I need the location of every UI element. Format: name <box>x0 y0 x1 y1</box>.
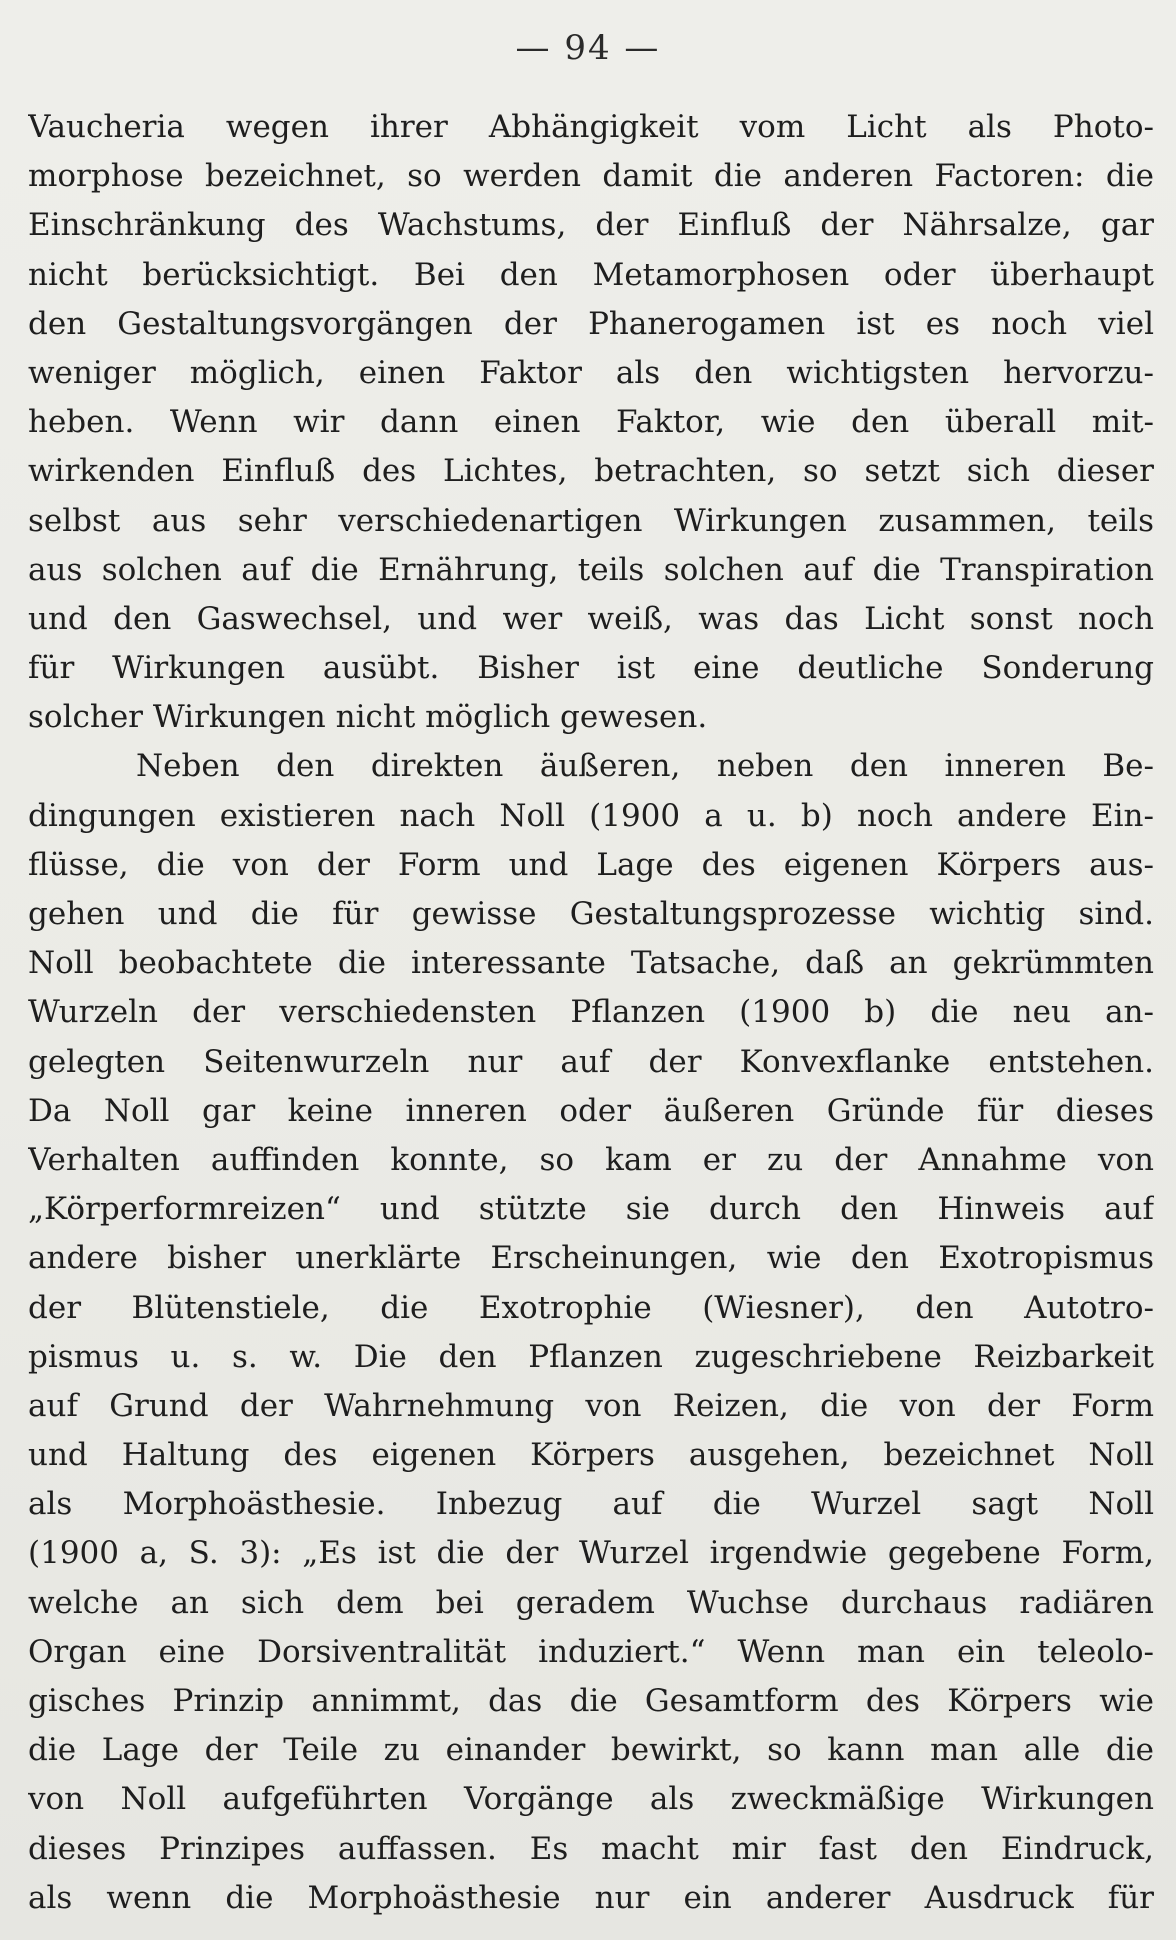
text-line: dingungen existieren nach Noll (1900 a u. b) noch andere Ein- <box>28 797 1154 834</box>
paragraph-end-line: solcher Wirkungen nicht möglich gewesen. <box>28 699 708 736</box>
text-line: als Morphoästhesie. Inbezug auf die Wurzel sagt Noll <box>28 1486 1154 1523</box>
text-line: und Haltung des eigenen Körpers ausgehen, bezeichnet Noll <box>28 1437 1154 1474</box>
text-line: heben. Wenn wir dann einen Faktor, wie den überall mit- <box>28 404 1154 441</box>
text-line: nicht berücksichtigt. Bei den Metamorphosen oder überhaupt <box>28 256 1154 293</box>
text-line: morphose bezeichnet, so werden damit die anderen Factoren: die <box>28 158 1154 195</box>
text-line: gisches Prinzip annimmt, das die Gesamtform des Körpers wie <box>28 1683 1154 1719</box>
text-line: flüsse, die von der Form und Lage des eigenen Körpers aus- <box>28 846 1154 883</box>
text-line: auf Grund der Wahrnehmung von Reizen, die von der Form <box>28 1387 1154 1424</box>
text-line: Verhalten auffinden konnte, so kam er zu der Annahme von <box>28 1141 1154 1178</box>
text-line: gelegten Seitenwurzeln nur auf der Konvexflanke entstehen. <box>28 1043 1154 1080</box>
text-line: Vaucheria wegen ihrer Abhängigkeit vom Licht als Photo- <box>28 109 1154 145</box>
text-line: als wenn die Morphoästhesie nur ein anderer Ausdruck für <box>28 1879 1154 1916</box>
page-number: — 94 — <box>515 28 661 68</box>
paragraph-start-line: Neben den direkten äußeren, neben den inneren Be- <box>136 748 1154 785</box>
text-line: der Blütenstiele, die Exotrophie (Wiesner), den Autotro- <box>28 1289 1154 1326</box>
text-line: gehen und die für gewisse Gestaltungsprozesse wichtig sind. <box>28 896 1154 932</box>
text-line: „Körperformreizen“ und stützte sie durch den Hinweis auf <box>28 1191 1154 1228</box>
text-line: und den Gaswechsel, und wer weiß, was das Licht sonst noch <box>28 600 1154 637</box>
text-line: für Wirkungen ausübt. Bisher ist eine deutliche Sonderung <box>28 650 1154 687</box>
text-line: Noll beobachtete die interessante Tatsache, daß an gekrümmten <box>28 945 1154 982</box>
text-line: aus solchen auf die Ernährung, teils solchen auf die Transpiration <box>28 551 1154 588</box>
text-line: die Lage der Teile zu einander bewirkt, so kann man alle die <box>28 1732 1154 1769</box>
text-line: selbst aus sehr verschiedenartigen Wirkungen zusammen, teils <box>28 502 1154 539</box>
text-line: wirkenden Einfluß des Lichtes, betrachten, so setzt sich dieser <box>28 453 1154 490</box>
text-line: Einschränkung des Wachstums, der Einfluß der Nährsalze, gar <box>28 207 1154 244</box>
text-line: dieses Prinzipes auffassen. Es macht mir fast den Eindruck, <box>28 1830 1154 1867</box>
text-line: (1900 a, S. 3): „Es ist die der Wurzel irgendwie gegebene Form, <box>28 1535 1154 1572</box>
body-text <box>28 103 1154 1923</box>
text-line: Organ eine Dorsiventralität induziert.“ Wenn man ein teleolo- <box>28 1633 1154 1670</box>
text-line: Da Noll gar keine inneren oder äußeren Gründe für dieses <box>28 1092 1154 1129</box>
text-line: andere bisher unerklärte Erscheinungen, wie den Exotropismus <box>28 1240 1154 1277</box>
text-line: welche an sich dem bei geradem Wuchse durchaus radiären <box>28 1584 1154 1621</box>
text-line: Wurzeln der verschiedensten Pflanzen (1900 b) die neu an- <box>28 994 1154 1031</box>
text-line: von Noll aufgeführten Vorgänge als zweckmäßige Wirkungen <box>28 1781 1154 1818</box>
text-line: pismus u. s. w. Die den Pflanzen zugeschriebene Reizbarkeit <box>28 1338 1154 1375</box>
text-line: den Gestaltungsvorgängen der Phanerogamen ist es noch viel <box>28 305 1154 342</box>
text-line: weniger möglich, einen Faktor als den wichtigsten hervorzu- <box>28 354 1154 391</box>
